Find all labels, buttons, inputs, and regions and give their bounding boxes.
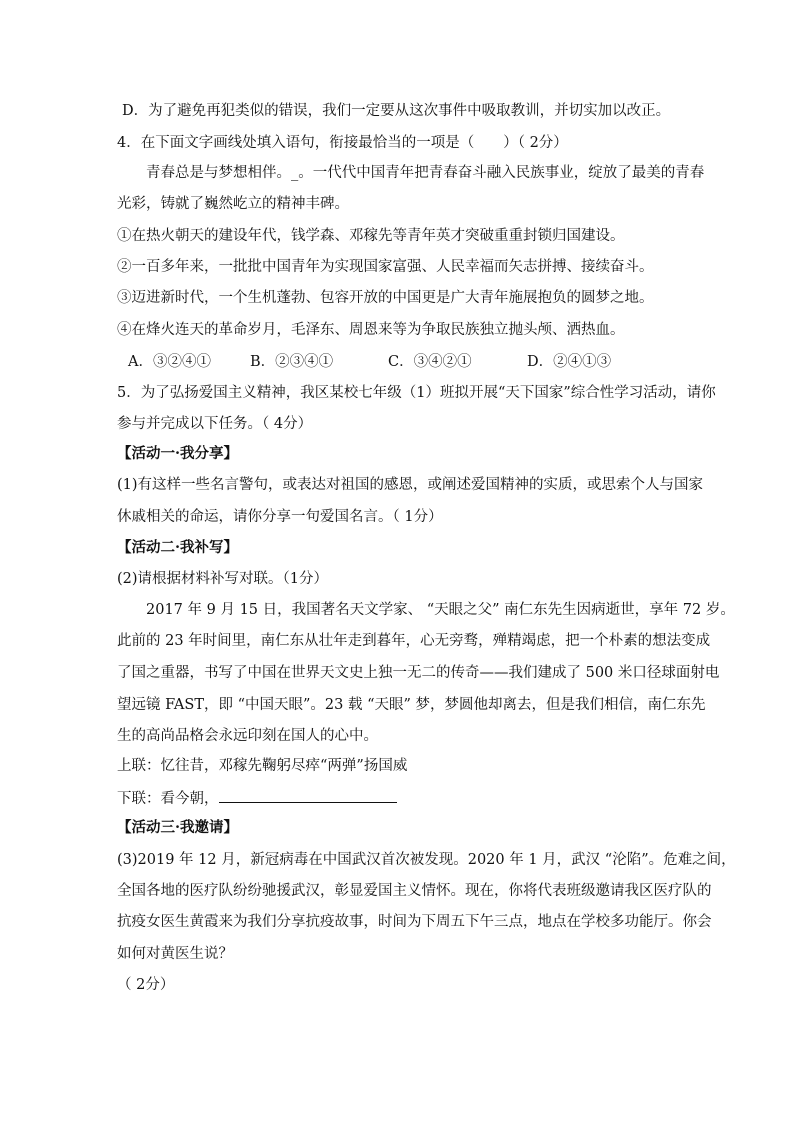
q4-option-d: D．②④①③ bbox=[527, 354, 612, 370]
couplet-lower-row bbox=[117, 788, 397, 809]
couplet-upper: 上联：忆往昔，邓稼先鞠躬尽瘁“两弹”扬国威 bbox=[117, 758, 408, 774]
activity3-task-line4: 如何对黄医生说？ bbox=[117, 946, 233, 962]
q4-item-4: ④在烽火连天的革命岁月，毛泽东、周恩来等为争取民族独立抛头颅、洒热血。 bbox=[117, 322, 625, 338]
activity1-heading: 【活动一·我分享】 bbox=[117, 445, 239, 462]
material-line4: 望远镜 FAST，即 “中国天眼”。23 载 “天眼” 梦，梦圆他却离去，但是我们相信，南仁东先 bbox=[117, 697, 706, 713]
q5-stem-line2: 参与并完成以下任务。（ 4分） bbox=[117, 416, 313, 432]
material-line1: 2017 年 9 月 15 日，我国著名天文学家、 “天眼之父” 南仁东先生因病逝世，享年 72 岁。 bbox=[146, 602, 735, 618]
activity3-heading: 【活动三·我邀请】 bbox=[117, 819, 239, 836]
activity3-task-line2: 全国各地的医疗队纷纷驰援武汉，彰显爱国主义情怀。现在，你将代表班级邀请我区医疗队的 bbox=[117, 883, 712, 899]
activity3-task-line3: 抗疫女医生黄霞来为我们分享抗疫故事，时间为下周五下午三点，地点在学校多功能厅。你会 bbox=[117, 914, 712, 930]
q4-option-c: C．③④②① bbox=[388, 354, 472, 370]
q5-stem-line1: 5．为了弘扬爱国主义精神，我区某校七年级（1）班拟开展“天下国家”综合性学习活动，请你 bbox=[117, 385, 716, 401]
q4-item-3: ③迈进新时代，一个生机蓬勃、包容开放的中国更是广大青年施展抱负的圆梦之地。 bbox=[117, 290, 654, 306]
material-line5: 生的高尚品格会永远印刻在国人的心中。 bbox=[117, 728, 378, 744]
couplet-lower-label: 下联：看今朝， bbox=[117, 791, 219, 807]
q4-passage-line1: 青春总是与梦想相伴。_。一代代中国青年把青春奋斗融入民族事业，绽放了最美的青春 bbox=[146, 165, 705, 181]
q4-item-2: ②一百多年来，一批批中国青年为实现国家富强、人民幸福而矢志拼搏、接续奋斗。 bbox=[117, 259, 654, 275]
activity2-task: (2)请根据材料补写对联。（1分） bbox=[117, 571, 329, 587]
q4-item-1: ①在热火朝天的建设年代，钱学森、邓稼先等青年英才突破重重封锁归国建设。 bbox=[117, 228, 625, 244]
couplet-answer-blank[interactable] bbox=[219, 788, 397, 803]
activity1-task-line2: 休戚相关的命运，请你分享一句爱国名言。（ 1分） bbox=[117, 509, 443, 525]
q3-option-d: D．为了避免再犯类似的错误，我们一定要从这次事件中吸取教训，并切实加以改正。 bbox=[122, 103, 671, 119]
material-line3: 了国之重器，书写了中国在世界天文史上独一无二的传奇——我们建成了 500 米口径球面射电 bbox=[117, 665, 720, 681]
activity1-task-line1: (1)有这样一些名言警句，或表达对祖国的感恩，或阐述爱国精神的实质，或思索个人与国家 bbox=[117, 477, 704, 493]
q4-option-a: A．③②④① bbox=[128, 354, 211, 370]
material-line2: 此前的 23 年时间里，南仁东从壮年走到暮年，心无旁骛，殚精竭虑，把一个朴素的想法变成 bbox=[117, 633, 711, 649]
q4-stem: 4．在下面文字画线处填入语句，衔接最恰当的一项是（ ）（ 2分） bbox=[117, 135, 568, 151]
activity3-task-line1: (3)2019 年 12 月，新冠病毒在中国武汉首次被发现。2020 年 1 月，武汉 “沦陷”。危难之间， bbox=[117, 852, 736, 868]
q4-option-b: B．②③④① bbox=[250, 354, 334, 370]
activity2-heading: 【活动二·我补写】 bbox=[117, 539, 239, 556]
activity3-score: （ 2分） bbox=[117, 977, 175, 993]
q4-passage-line2: 光彩，铸就了巍然屹立的精神丰碑。 bbox=[117, 196, 349, 212]
